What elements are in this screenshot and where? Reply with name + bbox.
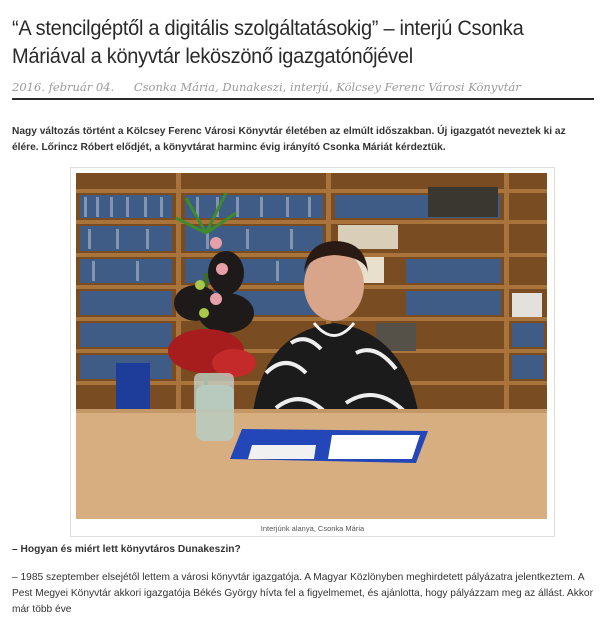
tag-separator: , bbox=[215, 80, 223, 94]
interview-answer: – 1985 szeptember elsejétől lettem a városi könyvtár igazgatója. A Magyar Közlönyben meghirdetett pályázatra jelentkeztem. A Pest Megyei Könyvtár akkori igazgatója Békés György hívta fel a figyelmemet, és ajánlotta, hogy pályázzam meg az állást. Akkor már több éve bbox=[12, 572, 593, 615]
photo-figure bbox=[70, 167, 555, 537]
blue-books bbox=[116, 363, 150, 409]
tag-list bbox=[134, 80, 521, 94]
article bbox=[12, 0, 594, 615]
document-folder bbox=[230, 429, 428, 463]
interview-photo[interactable] bbox=[76, 173, 547, 519]
photo-illustration bbox=[76, 173, 547, 519]
glass-vase bbox=[196, 385, 234, 441]
tag-separator: , bbox=[328, 80, 337, 94]
article-title[interactable]: “A stencilgéptől a digitális szolgáltatásokig” – interjú Csonka Máriával a könyvtár leköszönő igazgatónőjével bbox=[12, 16, 524, 68]
article-meta bbox=[12, 80, 594, 94]
interview-question: – Hogyan és miért lett könyvtáros Dunakeszin? bbox=[12, 544, 241, 555]
tag-dunakeszi[interactable]: Dunakeszi bbox=[222, 80, 283, 94]
table-top bbox=[76, 409, 547, 519]
tag-csonka-maria[interactable]: Csonka Mária bbox=[133, 80, 216, 94]
post-date[interactable]: 2016. február 04. bbox=[12, 80, 115, 94]
article-lead: Nagy változás történt a Kölcsey Ferenc Városi Könyvtár életében az elmúlt időszakban. Új igazgatót neveztek ki az élére. Lőrincz Róbert elődjét, a könyvtárat harminc évig irányító Csonka Máriát kérdeztük. bbox=[12, 126, 566, 153]
title-divider bbox=[12, 98, 594, 100]
photo-caption: Interjúnk alanya, Csonka Mária bbox=[260, 524, 365, 533]
tag-separator: , bbox=[282, 80, 290, 94]
tag-kolcsey-konyvtar[interactable]: Kölcsey Ferenc Városi Könyvtár bbox=[336, 80, 521, 94]
tag-interju[interactable]: interjú bbox=[289, 80, 329, 94]
